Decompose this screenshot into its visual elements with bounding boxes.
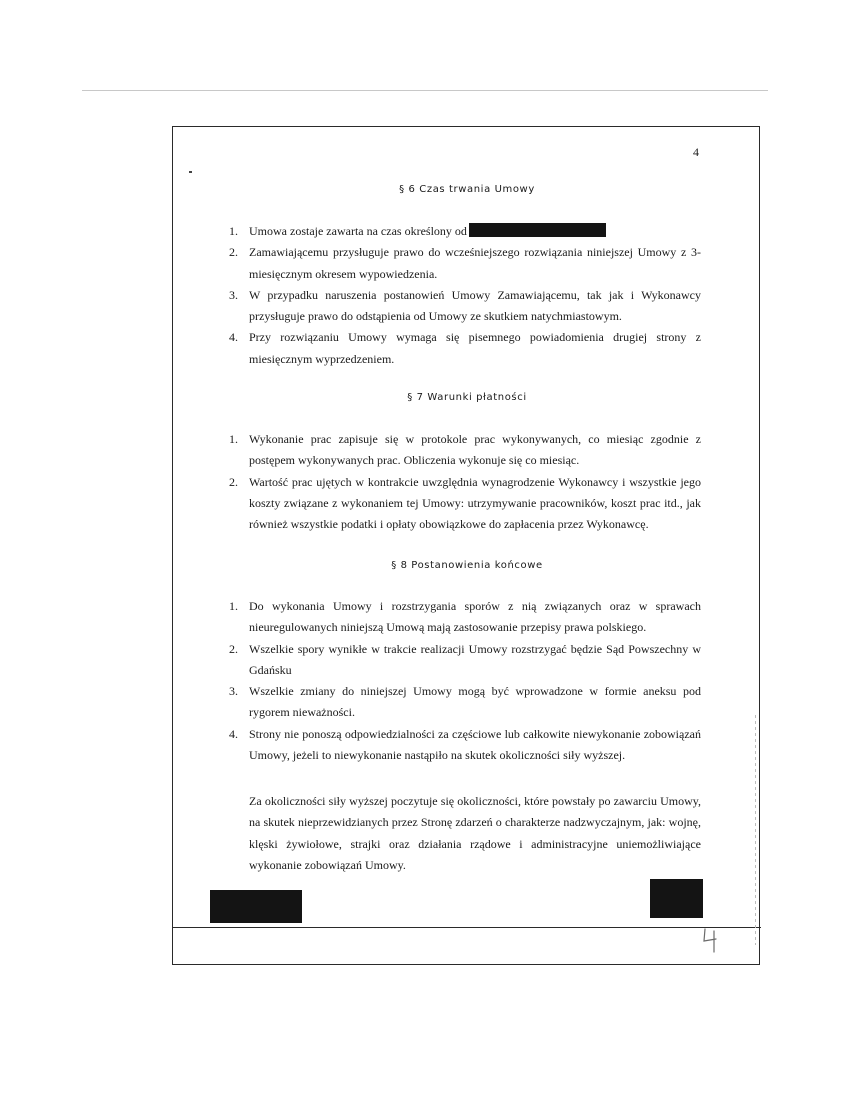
handwritten-initial-mark <box>701 925 723 955</box>
list-item: 2. Zamawiającemu przysługuje prawo do wcześniejszego rozwiązania niniejszej Umowy z 3-miesięcznym okresem wypowiedzenia. <box>229 245 701 281</box>
redaction-signature-right <box>650 879 703 918</box>
section-7-list <box>225 429 701 535</box>
list-item: 2. Wszelkie spory wynikłe w trakcie realizacji Umowy rozstrzygać będzie Sąd Powszechny w Gdańsku <box>229 641 701 677</box>
page-number: 4 <box>693 145 699 159</box>
list-item: 1. Wykonanie prac zapisuje się w protokole prac wykonywanych, co miesiąc zgodnie z postępem wykonywanych prac. Obliczenia wykonuje się co miesiąc. <box>229 432 701 468</box>
top-divider <box>82 90 768 91</box>
scan-speck <box>189 171 192 173</box>
list-item: 4. Strony nie ponoszą odpowiedzialności za częściowe lub całkowite niewykonanie zobowiązań Umowy, jeżeli to niewykonanie nastąpiło na skutek okoliczności siły wyższej. <box>229 726 701 763</box>
list-item: 3. W przypadku naruszenia postanowień Umowy Zamawiającemu, tak jak i Wykonawcy przysługuje prawo do odstąpienia od Umowy ze skutkiem natychmiastowym. <box>229 287 701 324</box>
redaction-date <box>469 223 606 237</box>
list-item: 3. Wszelkie zmiany do niniejszej Umowy mogą być wprowadzone w formie aneksu pod rygorem nieważności. <box>229 684 701 720</box>
section-8-heading: § 8 Postanowienia końcowe <box>391 560 543 571</box>
list-item: 4. Przy rozwiązaniu Umowy wymaga się pisemnego powiadomienia drugiej strony z miesięcznym wyprzedzeniem. <box>229 330 701 366</box>
list-item: 1. Umowa zostaje zawarta na czas określony od <box>225 221 701 242</box>
section-7-heading: § 7 Warunki płatności <box>407 392 527 403</box>
section-8-list <box>225 596 701 766</box>
force-majeure-paragraph: Za okoliczności siły wyższej poczytuje się okoliczności, które powstały po zawarciu Umowy, na skutek nieprzewidzianych przez Stronę zdarzeń o charakterze nadzwyczajnym, jak: wojnę, klęski żywiołowe, strajki oraz działania rządowe i administracyjne uniemożliwiające wykonanie zobowiązań Umowy. <box>249 794 701 872</box>
section-6-list <box>225 221 701 370</box>
redaction-signature-left <box>210 890 302 923</box>
bottom-divider <box>173 927 761 928</box>
scan-edge-artifact <box>755 715 756 945</box>
scanned-page <box>172 126 760 965</box>
section-6-heading: § 6 Czas trwania Umowy <box>399 184 535 195</box>
list-item: 1. Do wykonania Umowy i rozstrzygania sporów z nią związanych oraz w sprawach nieuregulowanych niniejszą Umową mają zastosowanie przepisy prawa polskiego. <box>229 599 701 635</box>
list-item: 2. Wartość prac ujętych w kontrakcie uwzględnia wynagrodzenie Wykonawcy i wszystkie jego koszty związane z wykonaniem tej Umowy: utrzymywanie pracowników, koszt prac itd., jak również wszystkie podatki i opłaty obowiązkowe do zapłacenia przez Wykonawcę. <box>229 474 701 532</box>
